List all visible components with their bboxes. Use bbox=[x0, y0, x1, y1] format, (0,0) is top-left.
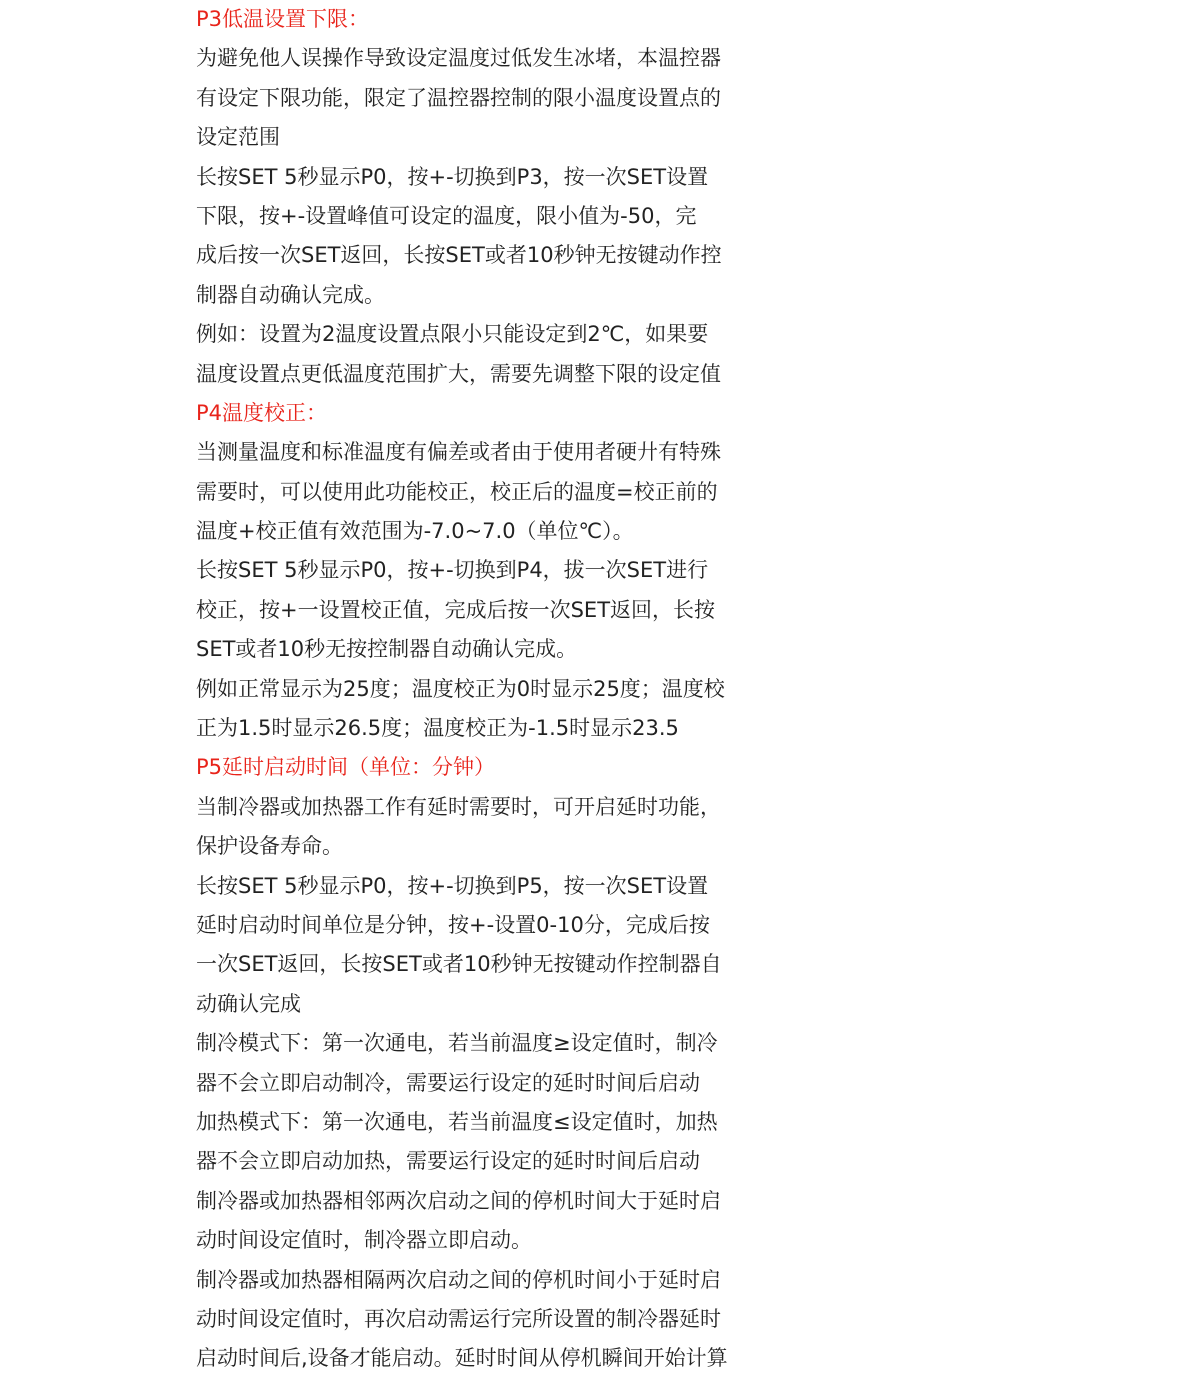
section-p5 bbox=[196, 748, 756, 1378]
paragraph bbox=[196, 788, 756, 867]
text-line: 制冷器或加热器相邻两次启动之间的停机时间大于延时启 bbox=[196, 1188, 721, 1213]
text-line: 温度+校正值有效范围为-7.0~7.0（单位℃）。 bbox=[196, 519, 634, 544]
paragraph bbox=[196, 1261, 756, 1379]
section-heading: P5延时启动时间（单位：分钟） bbox=[196, 755, 496, 780]
text-line: 温度设置点更低温度范围扩大，需要先调整下限的设定值 bbox=[196, 361, 721, 386]
text-line: 制冷器或加热器相隔两次启动之间的停机时间小于延时启 bbox=[196, 1267, 721, 1292]
section-p3 bbox=[196, 0, 756, 394]
text-line: 当制冷器或加热器工作有延时需要时，可开启延时功能， bbox=[196, 794, 721, 819]
text-line: 器不会立即启动加热，需要运行设定的延时时间后启动 bbox=[196, 1149, 700, 1174]
text-line: 长按SET 5秒显示P0，按+-切换到P4，拔一次SET进行 bbox=[196, 558, 709, 583]
text-line: 长按SET 5秒显示P0，按+-切换到P3，按一次SET设置 bbox=[196, 164, 709, 189]
text-line: SET或者10秒无按控制器自动确认完成。 bbox=[196, 637, 578, 662]
section-p4 bbox=[196, 394, 756, 749]
text-line: 当测量温度和标准温度有偏差或者由于使用者硬廾有特殊 bbox=[196, 440, 721, 465]
text-line: 延时启动时间单位是分钟，按+-设置0-10分，完成后按 bbox=[196, 912, 710, 937]
paragraph bbox=[196, 315, 756, 394]
text-line: 需要时，可以使用此功能校正，校正后的温度=校正前的 bbox=[196, 479, 718, 504]
text-line: 例如正常显示为25度；温度校正为0时显示25度；温度校 bbox=[196, 676, 725, 701]
paragraph bbox=[196, 158, 756, 316]
paragraph bbox=[196, 1182, 756, 1261]
document-body bbox=[196, 0, 756, 1379]
text-line: 例如：设置为2温度设置点限小只能设定到2℃，如果要 bbox=[196, 322, 709, 347]
paragraph bbox=[196, 433, 756, 551]
text-line: 校正，按+一设置校正值，完成后按一次SET返回，长按 bbox=[196, 597, 716, 622]
section-heading: P4温度校正： bbox=[196, 400, 328, 425]
text-line: 动时间设定值时，再次启动需运行完所设置的制冷器延时 bbox=[196, 1306, 721, 1331]
text-line: 启动时间后,设备才能启动。延时时间从停机瞬间开始计算 bbox=[196, 1346, 728, 1371]
text-line: 加热模式下：第一次通电，若当前温度≤设定值时，加热 bbox=[196, 1109, 718, 1134]
text-line: 一次SET返回，长按SET或者10秒钟无按键动作控制器自 bbox=[196, 952, 722, 977]
paragraph bbox=[196, 39, 756, 157]
text-line: 保护设备寿命。 bbox=[196, 834, 343, 859]
text-line: 动时间设定值时，制冷器立即启动。 bbox=[196, 1228, 532, 1253]
text-line: 制冷模式下：第一次通电，若当前温度≥设定值时，制冷 bbox=[196, 1031, 718, 1056]
paragraph bbox=[196, 1024, 756, 1103]
paragraph bbox=[196, 867, 756, 1025]
text-line: 器不会立即启动制冷，需要运行设定的延时时间后启动 bbox=[196, 1070, 700, 1095]
paragraph bbox=[196, 1103, 756, 1182]
text-line: 动确认完成 bbox=[196, 991, 301, 1016]
section-heading: P3低温设置下限： bbox=[196, 7, 370, 31]
text-line: 设定范围 bbox=[196, 125, 280, 150]
text-line: 制器自动确认完成。 bbox=[196, 282, 385, 307]
paragraph bbox=[196, 670, 756, 749]
text-line: 长按SET 5秒显示P0，按+-切换到P5，按一次SET设置 bbox=[196, 873, 709, 898]
text-line: 有设定下限功能，限定了温控器控制的限小温度设置点的 bbox=[196, 85, 721, 110]
paragraph bbox=[196, 551, 756, 669]
text-line: 下限，按+-设置峰值可设定的温度，限小值为-50，完 bbox=[196, 203, 697, 228]
text-line: 正为1.5时显示26.5度；温度校正为-1.5时显示23.5 bbox=[196, 716, 679, 741]
text-line: 成后按一次SET返回，长按SET或者10秒钟无按键动作控 bbox=[196, 243, 722, 268]
text-line: 为避免他人误操作导致设定温度过低发生冰堵，本温控器 bbox=[196, 46, 721, 71]
